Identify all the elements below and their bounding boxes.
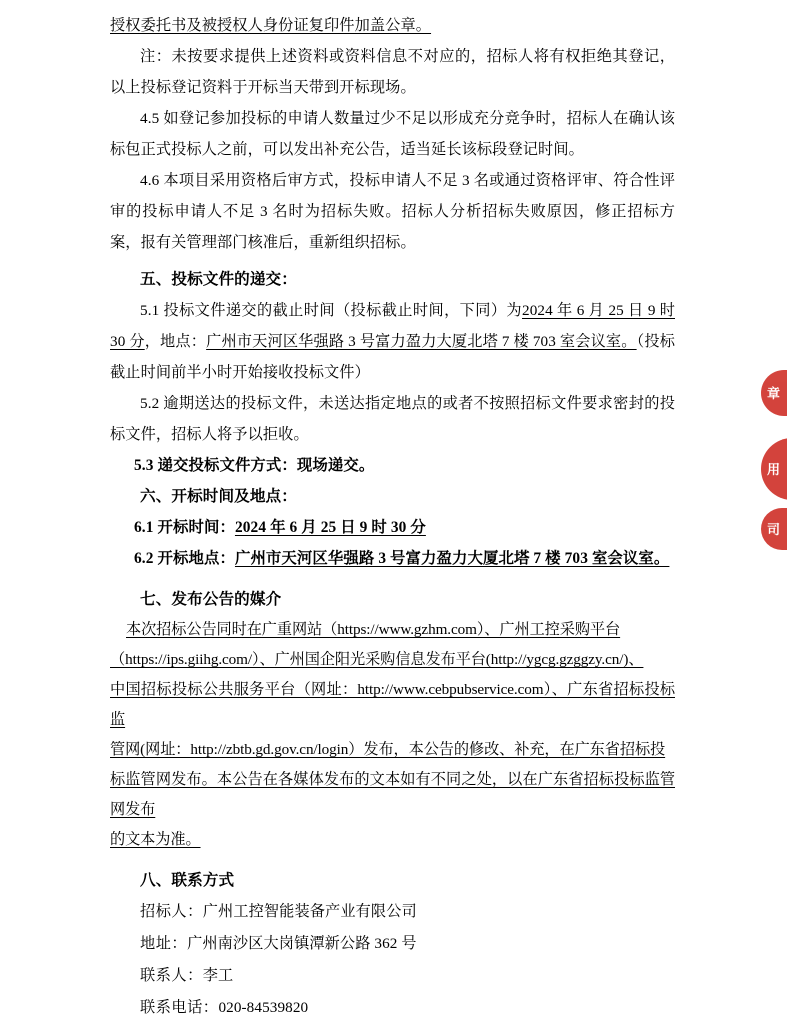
media-line-2: （https://ips.giihg.com/）、广州国企阳光采购信息发布平台(http://ygcg.gzggzy.cn/)、 [110,651,644,668]
company-seal-fragment-3 [761,508,787,550]
paragraph-clause-6-2 [110,543,675,574]
contact-row [110,992,675,1024]
paragraph-clause-5-1 [110,295,675,388]
company-seal-fragment-2 [761,438,787,500]
paragraph-clause-5-3: 5.3 递交投标文件方式：现场递交。 [134,457,375,474]
contact-row [110,928,675,960]
clause-5-1-mid: ，地点： [144,333,207,350]
paragraph-clause-4-5: 4.5 如登记参加投标的申请人数量过少不足以形成充分竞争时，招标人在确认该标包正式投标人之前，可以发出补充公告，适当延长该标段登记时间。 [110,110,675,158]
contact-value: 广州工控智能装备产业有限公司 [202,903,417,920]
company-seal-fragment-1 [761,370,787,416]
section-heading-7: 七、发布公告的媒介 [140,591,282,608]
paragraph-top-line: 授权委托书及被授权人身份证复印件加盖公章。 [110,17,432,34]
clause-5-1-location: 广州市天河区华强路 3 号富力盈力大厦北塔 7 楼 703 室会议室。 [206,333,637,350]
contact-row [110,960,675,992]
media-line-6: 的文本为准。 [110,831,201,848]
document-body [110,10,675,1024]
paragraph-clause-5-2: 5.2 逾期送达的投标文件，未送达指定地点的或者不按照招标文件要求密封的投标文件，招标人将予以拒收。 [110,395,675,443]
paragraph-note: 注：未按要求提供上述资料或资料信息不对应的，招标人将有权拒绝其登记，以上投标登记资料于开标当天带到开标现场。 [110,48,675,96]
contact-value: 李工 [202,967,234,984]
clause-6-1-value: 2024 年 6 月 25 日 9 时 30 分 [234,519,426,536]
contact-label: 联系电话： [140,999,219,1016]
contact-label: 联系人： [140,967,203,984]
clause-5-1-prefix: 5.1 投标文件递交的截止时间（投标截止时间，下同）为 [140,302,523,319]
contact-block [110,896,675,1024]
section-heading-8: 八、联系方式 [140,872,235,889]
clause-6-1-label: 6.1 开标时间： [134,519,235,536]
contact-value: 020-84539820 [218,999,309,1016]
seal-text: 用 [765,462,780,476]
seal-text: 章 [765,386,780,400]
paragraph-clause-6-1 [110,512,675,543]
section-heading-5: 五、投标文件的递交： [140,271,297,288]
media-line-1: 本次招标公告同时在广重网站（https://www.gzhm.com）、广州工控采购平台 [126,621,621,638]
clause-5-1-deadline: 2024 年 6 月 25 日 9 时 30 分 [110,302,675,350]
clause-6-2-value: 广州市天河区华强路 3 号富力盈力大厦北塔 7 楼 703 室会议室。 [234,550,670,567]
contact-row [110,896,675,928]
media-line-3: 中国招标投标公共服务平台（网址：http://www.cebpubservice.com）、广东省招标投标监 [110,681,675,728]
paragraph-clause-4-6: 4.6 本项目采用资格后审方式，投标申请人不足 3 名或通过资格评审、符合性评审的投标申请人不足 3 名时为招标失败。招标人分析招标失败原因，修正招标方案，报有关管理部门核准后，重新组织招标。 [110,172,675,251]
contact-value: 广州南沙区大岗镇潭新公路 362 号 [187,935,417,952]
seal-text: 司 [765,522,780,536]
contact-label: 地址： [140,935,188,952]
clause-5-1-suffix: （投标截止时间前半小时开始接收投标文件） [110,333,676,381]
clause-6-2-label: 6.2 开标地点： [134,550,235,567]
media-publication-block [110,615,675,855]
contact-label: 招标人： [140,903,203,920]
media-line-5: 标监管网发布。本公告在各媒体发布的文本如有不同之处，以在广东省招标投标监管网发布 [110,771,675,818]
section-heading-6: 六、开标时间及地点： [140,488,297,505]
media-line-4: 管网(网址：http://zbtb.gd.gov.cn/login）发布，本公告的修改、补充，在广东省招标投 [110,741,666,758]
